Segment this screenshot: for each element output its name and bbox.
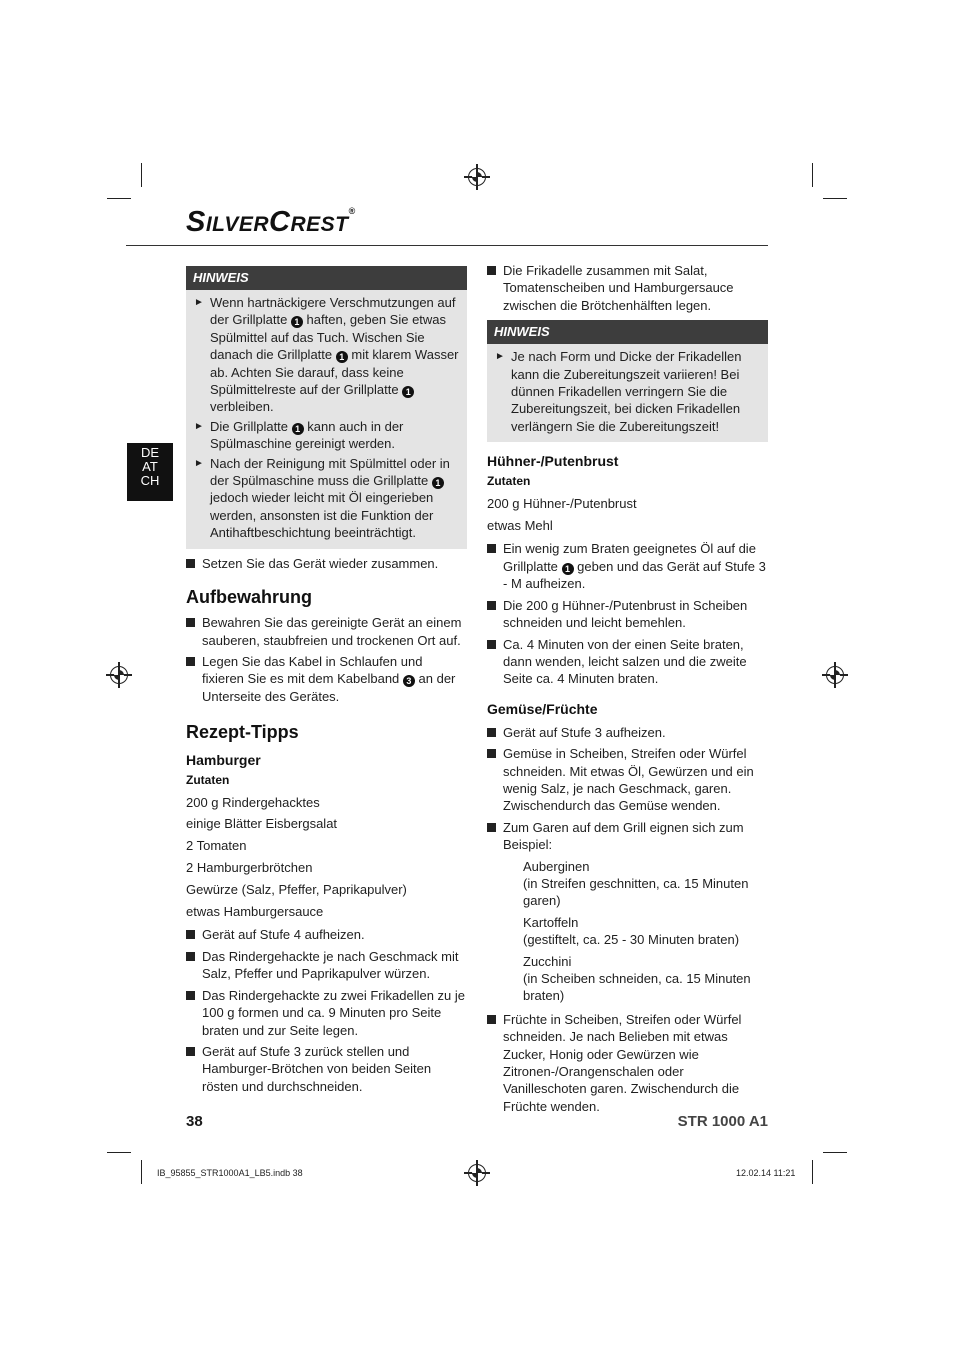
hinweis-title: HINWEIS — [186, 266, 467, 290]
crop-mark — [107, 198, 131, 199]
print-slug-file: IB_95855_STR1000A1_LB5.indb 38 — [157, 1168, 303, 1178]
list-item: Gemüse in Scheiben, Streifen oder Würfel schneiden. Mit etwas Öl, Gewürzen und ein wenig Salz, je nach Geschmack, garen. Zwischendurch das Gemüse wenden. — [487, 745, 768, 815]
header-rule — [126, 245, 768, 246]
cable-tie-number-badge: 3 — [403, 675, 415, 687]
page-number: 38 — [186, 1113, 203, 1130]
ingredient-item: etwas Mehl — [487, 518, 553, 534]
section-title-recipes: Rezept-Tipps — [186, 722, 299, 743]
ingredient-item: 200 g Rindergehacktes — [186, 794, 320, 810]
grill-plate-number-badge: 1 — [291, 316, 303, 328]
example-name: Kartoffeln — [523, 914, 579, 930]
ingredients-label: Zutaten — [487, 474, 531, 489]
crop-mark — [823, 198, 847, 199]
registration-mark-icon — [468, 168, 486, 186]
ingredient-item: 2 Tomaten — [186, 838, 247, 854]
right-column — [487, 262, 768, 1119]
section-title-storage: Aufbewahrung — [186, 587, 312, 608]
list-item: Ein wenig zum Braten geeignetes Öl auf die Grillplatte 1 geben und das Gerät auf Stufe 3 - M aufheizen. — [487, 540, 768, 592]
list-item: Gerät auf Stufe 3 aufheizen. — [487, 724, 768, 741]
list-item: Setzen Sie das Gerät wieder zusammen. — [186, 555, 467, 572]
list-item: Zum Garen auf dem Grill eignen sich zum Beispiel: — [487, 819, 768, 854]
ingredient-item: 2 Hamburgerbrötchen — [186, 860, 313, 876]
hinweis-title: HINWEIS — [487, 320, 768, 344]
recipe-title-hamburger: Hamburger — [186, 752, 261, 769]
example-name: Zucchini — [523, 953, 572, 969]
model-number: STR 1000 A1 — [677, 1113, 768, 1130]
list-item: Bewahren Sie das gereinigte Gerät an einem sauberen, staubfreien und trockenen Ort auf. — [186, 614, 467, 649]
hinweis-item: ► Wenn hartnäckigere Verschmutzungen auf der Grillplatte 1 haften, geben Sie etwas Spülmittel auf das Tuch. Wischen Sie danach die Grillplatte 1 mit klarem Wasser ab. Achten Sie darauf, dass keine Spülmittelreste auf der Grillplatte 1 verbleiben. — [192, 294, 461, 416]
crop-mark — [141, 163, 142, 187]
list-item: Legen Sie das Kabel in Schlaufen und fixieren Sie es mit dem Kabelband 3 an der Unterseite des Gerätes. — [186, 653, 467, 705]
lang-at: AT — [142, 459, 158, 474]
example-note: (in Scheiben schneiden, ca. 15 Minuten braten) — [523, 971, 751, 1004]
registration-mark-icon — [826, 666, 844, 684]
crop-mark — [823, 1152, 847, 1153]
hinweis-item: ► Die Grillplatte 1 kann auch in der Spülmaschine gereinigt werden. — [192, 418, 461, 453]
list-item: Ca. 4 Minuten von der einen Seite braten, dann wenden, leicht salzen und die zweite Seite ca. 4 Minuten braten. — [487, 636, 768, 688]
ingredient-item: 200 g Hühner-/Putenbrust — [487, 495, 637, 511]
hinweis-item: ► Nach der Reinigung mit Spülmittel oder in der Spülmaschine muss die Grillplatte 1 jedoch wieder leicht mit Öl eingerieben werden, ansonsten ist die Funktion der Antihaftbeschichtung beeinträchtigt. — [192, 455, 461, 542]
lang-de: DE — [140, 445, 160, 460]
grill-plate-number-badge: 1 — [336, 351, 348, 363]
example-item — [487, 953, 768, 1005]
hinweis-box — [186, 266, 467, 549]
example-item — [487, 858, 768, 910]
grill-plate-number-badge: 1 — [432, 477, 444, 489]
crop-mark — [107, 1152, 131, 1153]
list-item: Die Frikadelle zusammen mit Salat, Tomatenscheiben und Hamburgersauce zwischen die Brötchenhälften legen. — [487, 262, 768, 314]
grill-plate-number-badge: 1 — [402, 386, 414, 398]
crop-mark — [812, 1160, 813, 1184]
ingredient-item: etwas Hamburgersauce — [186, 904, 324, 920]
left-column — [186, 266, 467, 1099]
crop-mark — [812, 163, 813, 187]
grill-plate-number-badge: 1 — [292, 423, 304, 435]
ingredient-item: Gewürze (Salz, Pfeffer, Paprikapulver) — [186, 882, 407, 898]
list-item: Gerät auf Stufe 3 zurück stellen und Hamburger-Brötchen von beiden Seiten rösten und durchschneiden. — [186, 1043, 467, 1095]
list-item: Das Rindergehackte je nach Geschmack mit Salz, Pfeffer und Paprikapulver würzen. — [186, 948, 467, 983]
lang-ch: CH — [140, 473, 160, 488]
list-item: Gerät auf Stufe 4 aufheizen. — [186, 926, 467, 943]
example-item — [487, 914, 768, 949]
recipe-title-chicken: Hühner-/Putenbrust — [487, 453, 619, 470]
hinweis-item: ► Je nach Form und Dicke der Frikadellen kann die Zubereitungszeit variieren! Bei dünnen Frikadellen verringern Sie die Zubereitungszeit, bei dicken Frikadellen verlängern Sie die Zubereitungszeit! — [493, 348, 762, 435]
list-item: Früchte in Scheiben, Streifen oder Würfel schneiden. Je nach Belieben mit etwas Zucker, Honig oder Gewürzen wie Zitronen-/Orangenschalen oder Vanilleschoten garen. Zwischendurch die Früchte wenden. — [487, 1011, 768, 1115]
registration-mark-icon — [110, 666, 128, 684]
example-note: (gestiftelt, ca. 25 - 30 Minuten braten) — [523, 932, 740, 948]
language-tab — [127, 443, 173, 501]
grill-plate-number-badge: 1 — [562, 563, 574, 575]
brand-logo: SILVERCREST® — [186, 206, 356, 238]
recipe-title-vegetables: Gemüse/Früchte — [487, 700, 598, 717]
example-note: (in Streifen geschnitten, ca. 15 Minuten garen) — [523, 875, 749, 909]
ingredient-item: einige Blätter Eisbergsalat — [186, 816, 338, 832]
registration-mark-icon — [468, 1164, 486, 1182]
ingredients-label: Zutaten — [186, 773, 230, 788]
print-slug-date: 12.02.14 11:21 — [736, 1168, 796, 1178]
list-item: Das Rindergehackte zu zwei Frikadellen zu je 100 g formen und ca. 9 Minuten pro Seite braten und zur Seite legen. — [186, 987, 467, 1039]
list-item: Die 200 g Hühner-/Putenbrust in Scheiben schneiden und leicht bemehlen. — [487, 597, 768, 632]
crop-mark — [141, 1160, 142, 1184]
example-name: Auberginen — [523, 858, 590, 874]
hinweis-box — [487, 320, 768, 442]
